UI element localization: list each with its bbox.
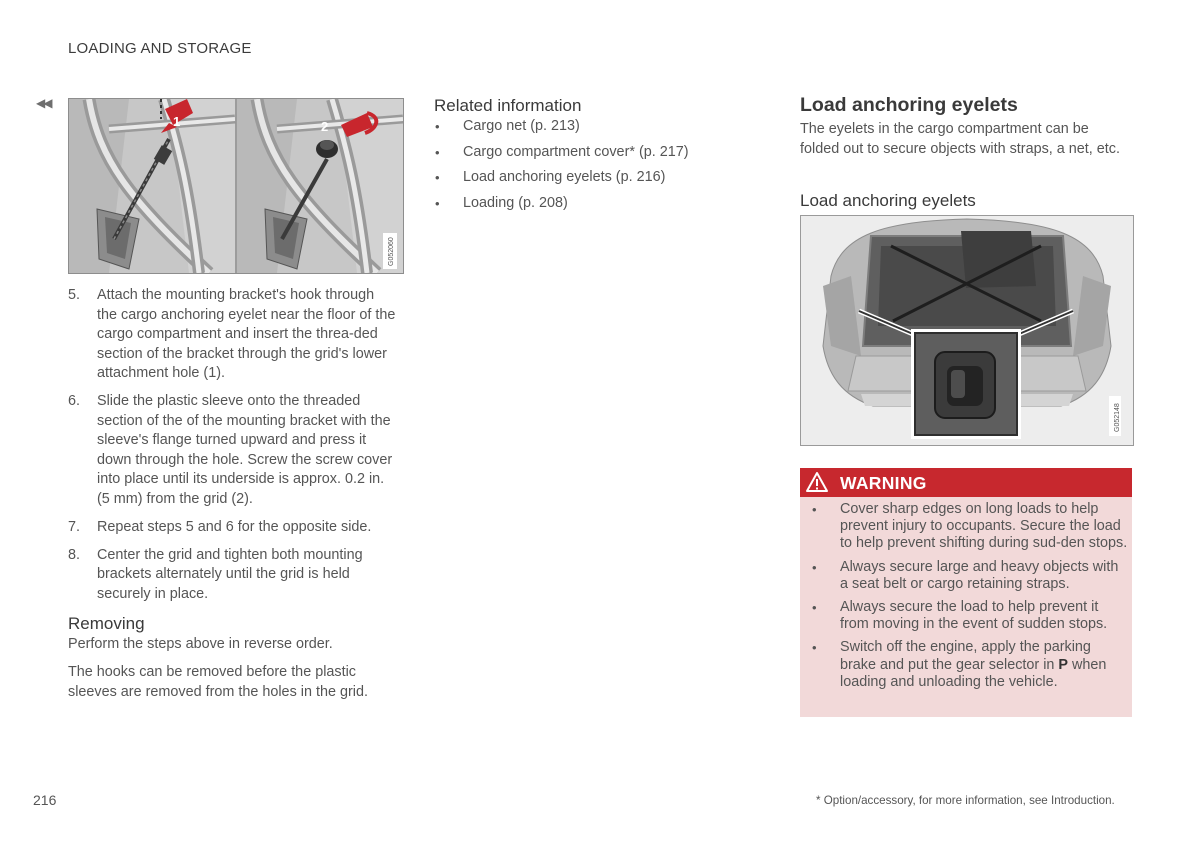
figure-heading: Load anchoring eyelets — [800, 191, 976, 210]
step-item: 6. Slide the plastic sleeve onto the threaded section of the of the mounting bracket with the sleeve's flange turned upward and press it down through the hole. Screw the screw cover into place until its underside is approx. 0.2 in. (5 mm) from the grid (2). — [68, 393, 393, 507]
related-link[interactable]: • Load anchoring eyelets (p. 216) — [435, 169, 666, 186]
related-information-list — [434, 117, 689, 219]
related-link[interactable]: • Cargo compartment cover* (p. 217) — [435, 143, 689, 160]
back-arrows-icon[interactable]: ◀◀ — [36, 96, 51, 110]
warning-title: WARNING — [840, 473, 927, 493]
figure-code: G052148 — [1114, 403, 1121, 432]
anchoring-intro: The eyelets in the cargo compartment can be folded out to secure objects with straps, a net, etc. — [800, 121, 1120, 157]
related-information-heading: Related information — [434, 96, 582, 115]
warning-box — [800, 468, 1132, 717]
removing-heading: Removing — [68, 614, 145, 633]
steps-list — [68, 286, 398, 613]
footnote: * Option/accessory, for more information, see Introduction. — [816, 794, 1115, 807]
illustration-panel-2 — [237, 99, 403, 273]
warning-triangle-icon — [805, 471, 829, 493]
svg-text:2: 2 — [321, 119, 329, 134]
warning-item: • Always secure the load to help prevent it from moving in the event of sudden stops. — [812, 599, 1108, 633]
warning-header — [800, 468, 1132, 497]
svg-text:1: 1 — [173, 114, 181, 129]
step-item: 8. Center the grid and tighten both mounting brackets alternately until the grid is held securely in place. — [68, 546, 363, 602]
removing-paragraph-2: The hooks can be removed before the plastic sleeves are removed from the holes in the grid. — [68, 664, 368, 700]
warning-item: • Always secure large and heavy objects with a seat belt or cargo retaining straps. — [812, 558, 1119, 592]
illustration-panel-1 — [69, 99, 235, 273]
related-link[interactable]: • Loading (p. 208) — [435, 194, 568, 211]
removing-paragraph-1: Perform the steps above in reverse order. — [68, 636, 333, 652]
cargo-eyelets-illustration — [800, 215, 1134, 446]
step-item: 5. Attach the mounting bracket's hook through the cargo anchoring eyelet near the floor of the cargo compartment and insert the threa-ded section of the bracket through the grid's lower attachment hole (1). — [68, 287, 396, 381]
warning-list — [800, 501, 1130, 697]
warning-item: • Cover sharp edges on long loads to help prevent injury to occupants. Secure the load to help prevent shifting during sud-den stops. — [812, 501, 1128, 552]
mounting-bracket-illustration — [68, 98, 404, 274]
warning-item: • Switch off the engine, apply the parking brake and put the gear selector in P when loading and unloading the vehicle. — [812, 639, 1107, 690]
figure-code: G052060 — [388, 237, 395, 266]
page-number: 216 — [33, 792, 57, 808]
step-item: 7. Repeat steps 5 and 6 for the opposite side. — [68, 518, 372, 535]
section-header: LOADING AND STORAGE — [68, 40, 252, 57]
related-link[interactable]: • Cargo net (p. 213) — [435, 118, 580, 134]
load-anchoring-eyelets-heading: Load anchoring eyelets — [800, 94, 1018, 116]
